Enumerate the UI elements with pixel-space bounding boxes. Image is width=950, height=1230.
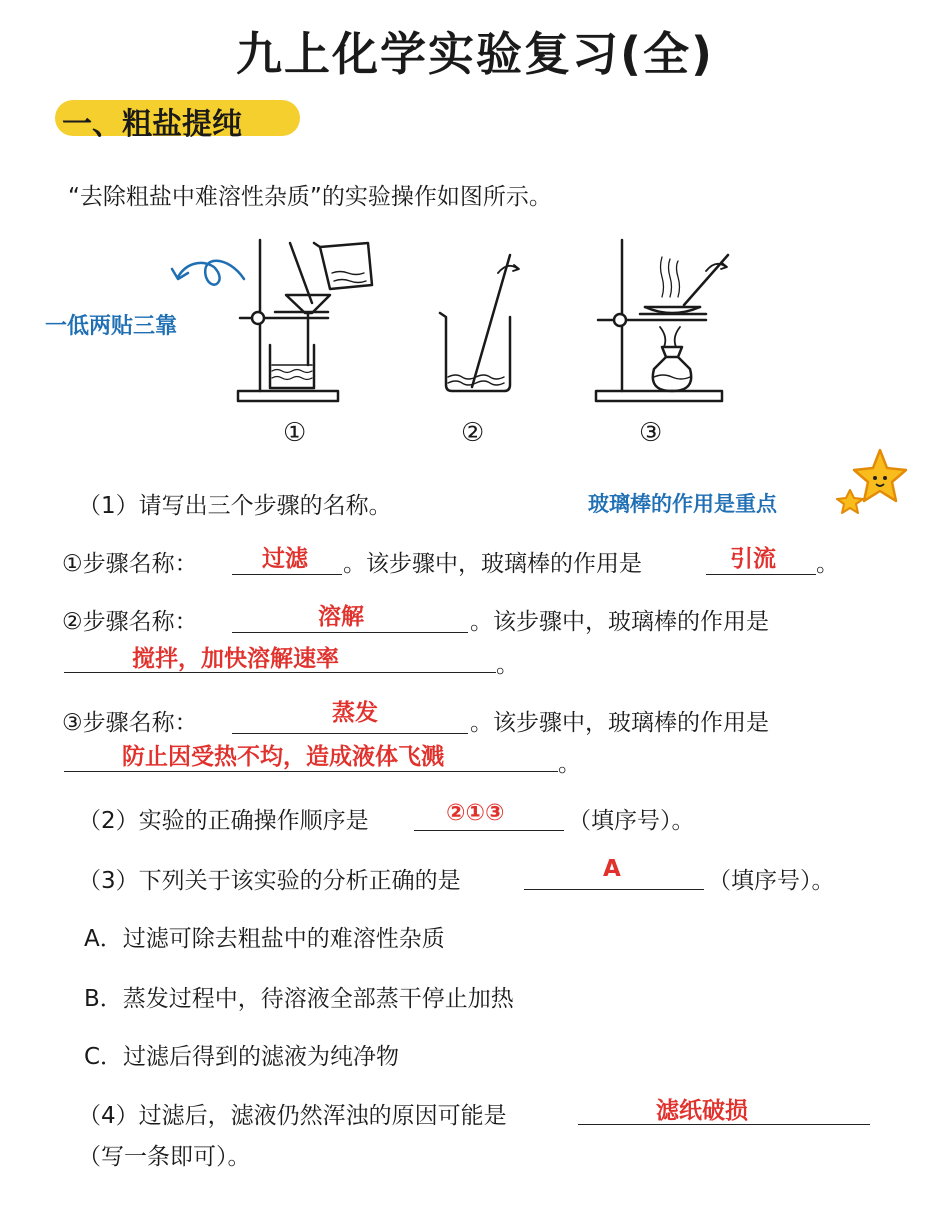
question-4-answer: 滤纸破损 xyxy=(656,1098,748,1124)
question-4-suffix: （写一条即可）。 xyxy=(78,1144,251,1170)
page-title: 九上化学实验复习(全) xyxy=(235,27,715,81)
filtration-apparatus xyxy=(238,240,372,401)
step-2-end: 。 xyxy=(496,652,519,678)
step-3-role-answer: 防止因受热不均，造成液体飞溅 xyxy=(122,744,444,770)
step-1-name-blank xyxy=(232,574,342,575)
step-3-mid: 。该步骤中，玻璃棒的作用是 xyxy=(470,710,769,736)
question-3-answer: A xyxy=(603,856,621,882)
step-1-role-blank xyxy=(706,574,816,575)
step-1-role-answer: 引流 xyxy=(730,546,776,572)
question-4-prompt: （4）过滤后，滤液仍然浑浊的原因可能是 xyxy=(78,1103,507,1129)
step-3-prefix: ③步骤名称： xyxy=(62,710,198,736)
question-2-answer: ②①③ xyxy=(446,800,505,826)
figure-label-3: ③ xyxy=(639,418,663,448)
step-1-name-answer: 过滤 xyxy=(262,546,308,572)
key-point-note: 玻璃棒的作用是重点 xyxy=(588,492,777,516)
step-3-name-answer: 蒸发 xyxy=(332,700,378,726)
step-3-end: 。 xyxy=(558,751,581,777)
question-1-prompt: （1）请写出三个步骤的名称。 xyxy=(78,493,392,519)
question-3-blank xyxy=(524,889,704,890)
figure-label-2: ② xyxy=(461,418,485,448)
step-3-name-blank xyxy=(232,733,468,734)
step-2-mid: 。该步骤中，玻璃棒的作用是 xyxy=(470,609,769,635)
question-2-suffix: （填序号）。 xyxy=(568,808,695,834)
figure-label-1: ① xyxy=(283,418,307,448)
option-b: B．蒸发过程中，待溶液全部蒸干停止加热 xyxy=(84,986,514,1012)
section-heading: 一、粗盐提纯 xyxy=(62,107,242,142)
filtration-rule-note: 一低两贴三靠 xyxy=(45,314,178,339)
step-1-prefix: ①步骤名称： xyxy=(62,551,198,577)
option-a: A．过滤可除去粗盐中的难溶性杂质 xyxy=(84,926,445,952)
step-1-end: 。 xyxy=(816,551,839,577)
step-2-role-answer: 搅拌，加快溶解速率 xyxy=(132,646,339,672)
step-2-name-blank xyxy=(232,632,468,633)
evaporation-apparatus xyxy=(596,240,728,401)
question-3-prompt: （3）下列关于该实验的分析正确的是 xyxy=(78,868,461,894)
question-2-blank xyxy=(414,830,564,831)
star-icon xyxy=(836,446,908,518)
option-c: C．过滤后得到的滤液为纯净物 xyxy=(84,1044,400,1070)
step-2-prefix: ②步骤名称： xyxy=(62,609,198,635)
intro-text: “去除粗盐中难溶性杂质”的实验操作如图所示。 xyxy=(68,184,552,210)
step-1-mid: 。该步骤中，玻璃棒的作用是 xyxy=(343,551,642,577)
question-2-prompt: （2）实验的正确操作顺序是 xyxy=(78,808,369,834)
dissolving-apparatus xyxy=(440,255,519,391)
step-2-name-answer: 溶解 xyxy=(318,604,364,630)
question-3-suffix: （填序号）。 xyxy=(708,868,835,894)
step-3-role-blank xyxy=(64,771,558,772)
